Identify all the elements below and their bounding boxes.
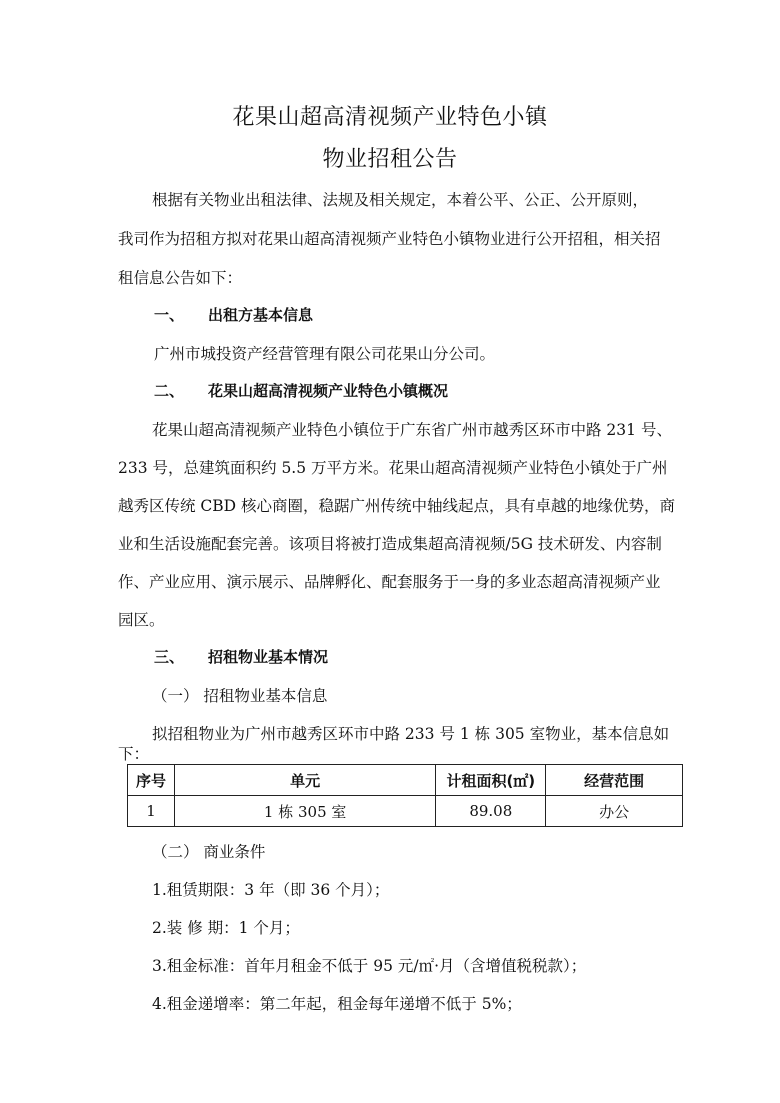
subsection-1-heading: （一） 招租物业基本信息 bbox=[152, 687, 328, 705]
table-header-cell: 序号 bbox=[128, 765, 175, 796]
table-cell: 1 栋 305 室 bbox=[174, 796, 435, 827]
intro-line-2: 我司作为招租方拟对花果山超高清视频产业特色小镇物业进行公开招租，相关招 bbox=[118, 230, 661, 248]
table-header-cell: 经营范围 bbox=[546, 765, 683, 796]
section-2-line-5: 作、产业应用、演示展示、品牌孵化、配套服务于一身的多业态超高清视频产业 bbox=[118, 573, 661, 591]
table-cell: 89.08 bbox=[436, 796, 546, 827]
section-2-line-4: 业和生活设施配套完善。该项目将被打造成集超高清视频/5G 技术研发、内容制 bbox=[118, 535, 662, 553]
section-1-heading bbox=[154, 304, 313, 325]
section-3-number: 三、 bbox=[154, 648, 185, 666]
section-2-line-3: 越秀区传统 CBD 核心商圈，稳踞广州传统中轴线起点，具有卓越的地缘优势，商 bbox=[118, 497, 676, 515]
table-row bbox=[128, 796, 683, 827]
term-item: 1.租赁期限：3 年（即 36 个月）； bbox=[152, 881, 390, 899]
intro-line-3: 租信息公告如下： bbox=[118, 269, 243, 287]
section-2-line-1: 花果山超高清视频产业特色小镇位于广东省广州市越秀区环市中路 231 号、 bbox=[152, 421, 672, 439]
section-1-text: 广州市城投资产经营管理有限公司花果山分公司。 bbox=[154, 345, 496, 363]
property-info-table bbox=[127, 764, 683, 827]
table-header-cell: 单元 bbox=[174, 765, 435, 796]
table-header-cell: 计租面积(㎡) bbox=[436, 765, 546, 796]
term-item: 4.租金递增率：第二年起，租金每年递增不低于 5%； bbox=[152, 995, 522, 1013]
table-header-row bbox=[128, 765, 683, 796]
document-title-line1: 花果山超高清视频产业特色小镇 bbox=[232, 105, 548, 130]
intro-line-1: 根据有关物业出租法律、法规及相关规定，本着公平、公正、公开原则， bbox=[152, 191, 649, 209]
section-2-title: 花果山超高清视频产业特色小镇概况 bbox=[208, 382, 449, 400]
section-3-heading bbox=[154, 646, 328, 667]
term-item: 3.租金标准：首年月租金不低于 95 元/㎡·月（含增值税税款）； bbox=[152, 957, 587, 975]
section-1-title: 出租方基本信息 bbox=[208, 306, 314, 324]
section-1-number: 一、 bbox=[154, 306, 185, 324]
section-3-para-line-2: 下： bbox=[118, 745, 150, 763]
section-2-number: 二、 bbox=[154, 382, 185, 400]
term-item: 2.装 修 期：1 个月； bbox=[152, 919, 300, 937]
table-cell: 1 bbox=[128, 796, 175, 827]
section-3-para-line-1: 拟招租物业为广州市越秀区环市中路 233 号 1 栋 305 室物业，基本信息如 bbox=[152, 725, 670, 743]
section-2-line-2: 233 号，总建筑面积约 5.5 万平方米。花果山超高清视频产业特色小镇处于广州 bbox=[118, 459, 668, 477]
section-2-line-6: 园区。 bbox=[118, 611, 165, 629]
subsection-2-heading: （二） 商业条件 bbox=[152, 843, 266, 861]
document-title-line2: 物业招租公告 bbox=[322, 147, 458, 172]
section-3-title: 招租物业基本情况 bbox=[208, 648, 329, 666]
table-cell: 办公 bbox=[546, 796, 683, 827]
section-2-heading bbox=[154, 380, 448, 401]
